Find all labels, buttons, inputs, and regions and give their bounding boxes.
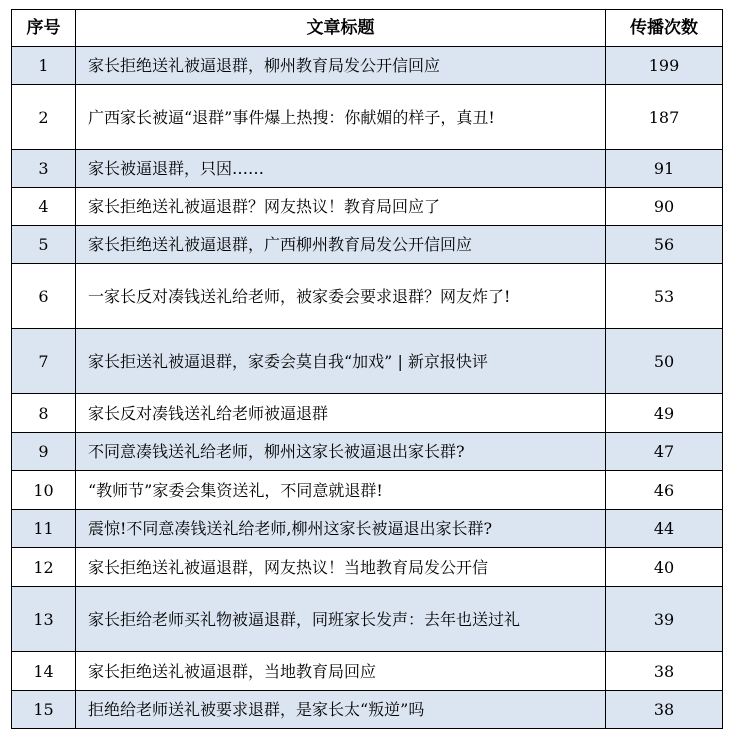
table-row [12,188,723,226]
table-row [12,548,723,587]
row-count: 40 [606,548,723,587]
row-num: 13 [12,587,76,652]
row-title: 家长拒给老师买礼物被逼退群，同班家长发声：去年也送过礼 [76,587,606,652]
row-title: 震惊!不同意凑钱送礼给老师,柳州这家长被逼退出家长群? [76,510,606,548]
table-header-row [12,10,723,47]
table-row [12,433,723,471]
row-count: 53 [606,264,723,329]
row-num: 5 [12,226,76,264]
row-num: 6 [12,264,76,329]
row-num: 1 [12,47,76,85]
header-count: 传播次数 [606,10,723,47]
row-title: 家长拒绝送礼被逼退群，网友热议！当地教育局发公开信 [76,548,606,587]
table-row [12,587,723,652]
row-title: “教师节”家委会集资送礼，不同意就退群! [76,471,606,510]
table-row [12,394,723,433]
row-title: 不同意凑钱送礼给老师，柳州这家长被逼退出家长群? [76,433,606,471]
row-title: 家长拒绝送礼被逼退群，当地教育局回应 [76,652,606,691]
table-row [12,226,723,264]
row-count: 91 [606,150,723,188]
row-num: 7 [12,329,76,394]
row-count: 38 [606,691,723,729]
table-row [12,471,723,510]
table-row [12,329,723,394]
row-count: 50 [606,329,723,394]
row-num: 8 [12,394,76,433]
table-row [12,47,723,85]
row-count: 47 [606,433,723,471]
header-title: 文章标题 [76,10,606,47]
row-count: 90 [606,188,723,226]
row-count: 56 [606,226,723,264]
row-title: 家长拒送礼被逼退群，家委会莫自我“加戏” | 新京报快评 [76,329,606,394]
row-num: 12 [12,548,76,587]
row-num: 4 [12,188,76,226]
row-title: 广西家长被逼“退群”事件爆上热搜：你献媚的样子，真丑! [76,85,606,150]
row-num: 10 [12,471,76,510]
row-count: 38 [606,652,723,691]
table-row [12,85,723,150]
table-row [12,510,723,548]
row-title: 家长拒绝送礼被逼退群，柳州教育局发公开信回应 [76,47,606,85]
row-title: 家长拒绝送礼被逼退群，广西柳州教育局发公开信回应 [76,226,606,264]
row-title: 家长被逼退群，只因…… [76,150,606,188]
row-count: 39 [606,587,723,652]
table-row [12,264,723,329]
row-count: 199 [606,47,723,85]
row-count: 49 [606,394,723,433]
row-count: 44 [606,510,723,548]
table-row [12,691,723,729]
row-title: 家长拒绝送礼被逼退群？网友热议！教育局回应了 [76,188,606,226]
table-row [12,652,723,691]
row-num: 14 [12,652,76,691]
row-count: 46 [606,471,723,510]
row-num: 2 [12,85,76,150]
row-num: 15 [12,691,76,729]
row-title: 拒绝给老师送礼被要求退群，是家长太“叛逆”吗 [76,691,606,729]
row-count: 187 [606,85,723,150]
header-num: 序号 [12,10,76,47]
row-title: 一家长反对凑钱送礼给老师，被家委会要求退群？网友炸了! [76,264,606,329]
row-title: 家长反对凑钱送礼给老师被逼退群 [76,394,606,433]
row-num: 9 [12,433,76,471]
articles-table [11,9,723,729]
row-num: 3 [12,150,76,188]
row-num: 11 [12,510,76,548]
table-row [12,150,723,188]
